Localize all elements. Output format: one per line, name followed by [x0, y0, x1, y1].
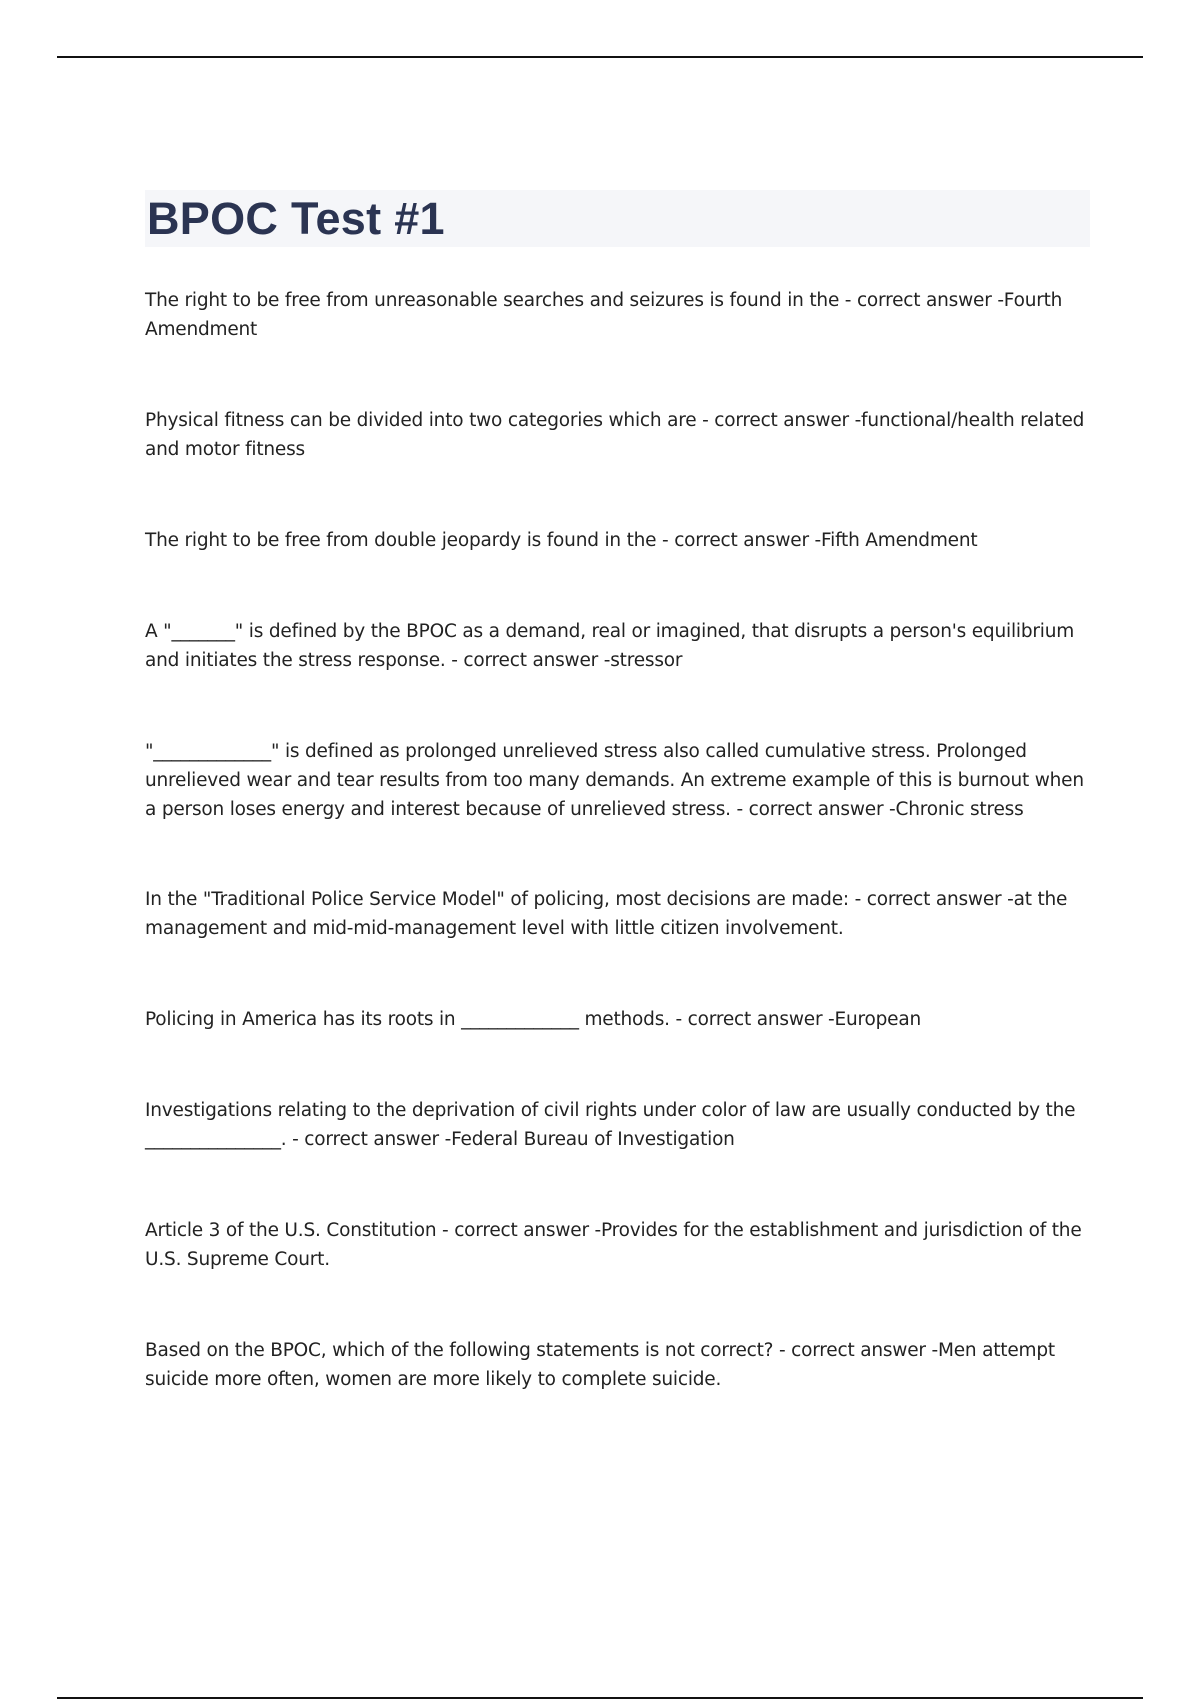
qa-item: Article 3 of the U.S. Constitution - correct answer -Provides for the establishment and jurisdiction of the U.S. Supreme Court.: [145, 1220, 1082, 1270]
qa-item: In the "Traditional Police Service Model" of policing, most decisions are made: - correct answer -at the management and mid-mid-management level with little citizen involvement.: [145, 889, 1068, 939]
top-rule: [57, 56, 1143, 58]
qa-item: A "_______" is defined by the BPOC as a demand, real or imagined, that disrupts a person's equilibrium and initiates the stress response. - correct answer -stressor: [145, 621, 1075, 671]
qa-item: Policing in America has its roots in _____________ methods. - correct answer -European: [145, 1009, 922, 1030]
document-title: BPOC Test #1: [147, 193, 445, 244]
page-content: [145, 190, 1090, 1394]
title-band: [145, 190, 1090, 247]
qa-item: Based on the BPOC, which of the following statements is not correct? - correct answer -Men attempt suicide more often, women are more likely to complete suicide.: [145, 1340, 1055, 1390]
qa-item: The right to be free from unreasonable searches and seizures is found in the - correct answer -Fourth Amendment: [145, 290, 1063, 340]
qa-item: The right to be free from double jeopardy is found in the - correct answer -Fifth Amendment: [145, 530, 978, 551]
bottom-rule: [57, 1697, 1143, 1699]
qa-item: Investigations relating to the deprivation of civil rights under color of law are usually conducted by the _______________. - correct answer -Federal Bureau of Investigation: [145, 1100, 1076, 1150]
qa-item: Physical fitness can be divided into two categories which are - correct answer -functional/health related and motor fitness: [145, 410, 1085, 460]
qa-item: "_____________" is defined as prolonged unrelieved stress also called cumulative stress. Prolonged unrelieved wear and tear results from too many demands. An extreme example of this is burnout when a person loses energy and interest because of unrelieved stress. - correct answer -Chronic stress: [145, 741, 1084, 820]
